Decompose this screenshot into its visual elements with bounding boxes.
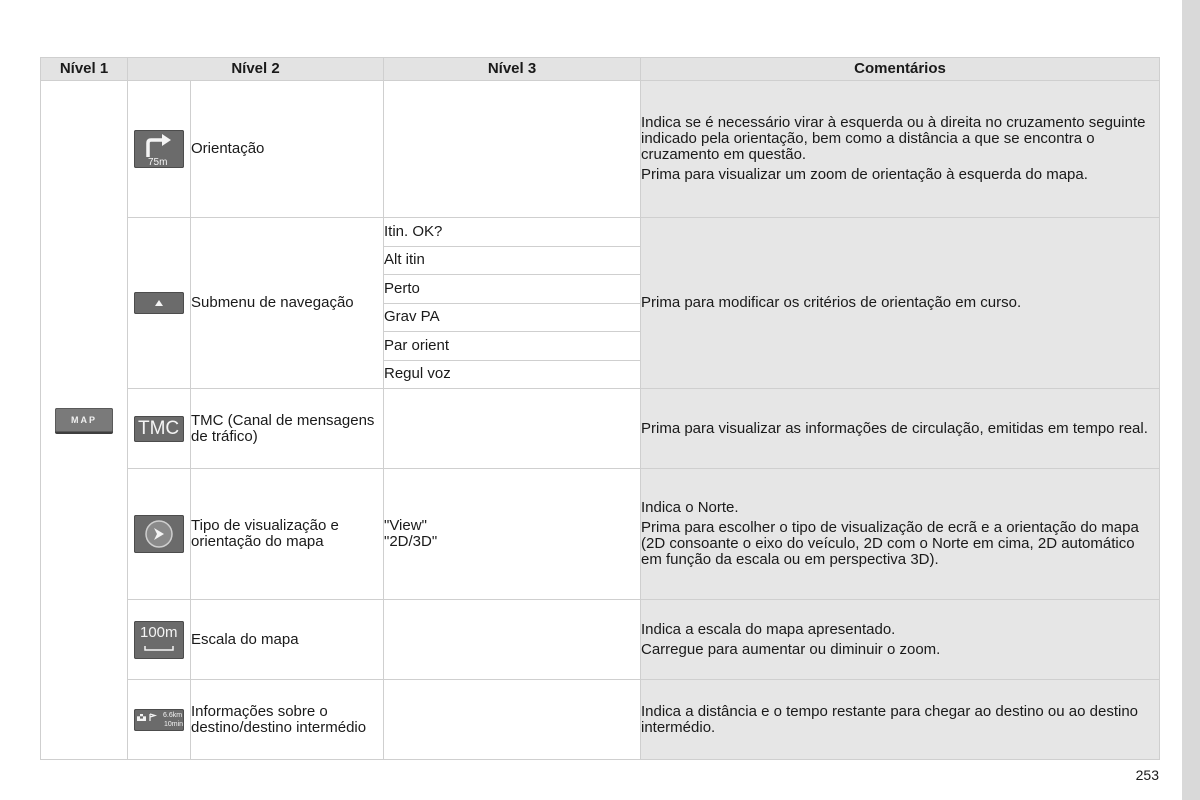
tmc-icon: TMC bbox=[134, 416, 184, 442]
table-row bbox=[41, 600, 1160, 680]
page-number: 253 bbox=[1135, 767, 1159, 783]
comment-cell: Indica a distância e o tempo restante para chegar ao destino ou ao destino intermédio. bbox=[641, 680, 1160, 760]
level2-label: Escala do mapa bbox=[191, 600, 384, 680]
level3-item: "2D/3D" bbox=[384, 533, 438, 550]
scale-icon: 100m bbox=[134, 621, 184, 659]
header-level-3: Nível 3 bbox=[384, 58, 641, 81]
table-row bbox=[41, 680, 1160, 760]
level2-label: Informações sobre o destino/destino intermédio bbox=[191, 680, 384, 760]
level1-cell bbox=[41, 81, 128, 760]
level3-item: "View" bbox=[384, 517, 427, 534]
comment-cell: Indica se é necessário virar à esquerda ou à direita no cruzamento seguinte indicado pela orientação, bem como a distância a que se encontra o cruzamento em questão. Prima para visualizar um zoom de orientação à esquerda do mapa. bbox=[641, 81, 1160, 218]
level3-item: Alt itin bbox=[384, 246, 641, 275]
level2-label: Submenu de navegação bbox=[191, 218, 384, 389]
level3-cell-empty bbox=[384, 680, 641, 760]
menu-table bbox=[40, 57, 1160, 760]
table-row bbox=[41, 81, 1160, 218]
map-button[interactable]: MAP bbox=[55, 408, 113, 432]
triangle-up-icon bbox=[134, 292, 184, 314]
icon-cell bbox=[128, 389, 191, 469]
header-level-2: Nível 2 bbox=[128, 58, 384, 81]
icon-cell bbox=[128, 81, 191, 218]
level3-cell-empty bbox=[384, 600, 641, 680]
level2-label: Tipo de visualização e orientação do mapa bbox=[191, 469, 384, 600]
compass-icon bbox=[134, 515, 184, 553]
level3-item: Regul voz bbox=[384, 360, 641, 389]
table-row bbox=[41, 469, 1160, 600]
comment-cell: Indica o Norte. Prima para escolher o tipo de visualização de ecrã e a orientação do mapa (2D consoante o eixo do veículo, 2D com o Norte em cima, 2D automático em função da escala ou em perspectiva 3D). bbox=[641, 469, 1160, 600]
comment-cell: Prima para visualizar as informações de circulação, emitidas em tempo real. bbox=[641, 389, 1160, 469]
level3-item: Par orient bbox=[384, 332, 641, 361]
level2-label: Orientação bbox=[191, 81, 384, 218]
level3-item: Grav PA bbox=[384, 303, 641, 332]
icon-cell bbox=[128, 680, 191, 760]
turn-right-arrow-icon: 75m bbox=[134, 130, 184, 168]
level2-label: TMC (Canal de mensagens de tráfico) bbox=[191, 389, 384, 469]
header-comments: Comentários bbox=[641, 58, 1160, 81]
destination-info-icon: 6.6km 10min bbox=[134, 709, 184, 731]
comment-cell: Prima para modificar os critérios de orientação em curso. bbox=[641, 218, 1160, 389]
page-edge-strip bbox=[1182, 0, 1200, 800]
comment-cell: Indica a escala do mapa apresentado. Carregue para aumentar ou diminuir o zoom. bbox=[641, 600, 1160, 680]
table-header-row bbox=[41, 58, 1160, 81]
icon-cell bbox=[128, 218, 191, 389]
level3-cell bbox=[384, 469, 641, 600]
icon-cell bbox=[128, 600, 191, 680]
header-level-1: Nível 1 bbox=[41, 58, 128, 81]
table-row bbox=[41, 218, 1160, 247]
level3-item: Perto bbox=[384, 275, 641, 304]
level3-cell-empty bbox=[384, 81, 641, 218]
icon-cell bbox=[128, 469, 191, 600]
level3-cell-empty bbox=[384, 389, 641, 469]
table-row bbox=[41, 389, 1160, 469]
level3-item: Itin. OK? bbox=[384, 218, 641, 247]
